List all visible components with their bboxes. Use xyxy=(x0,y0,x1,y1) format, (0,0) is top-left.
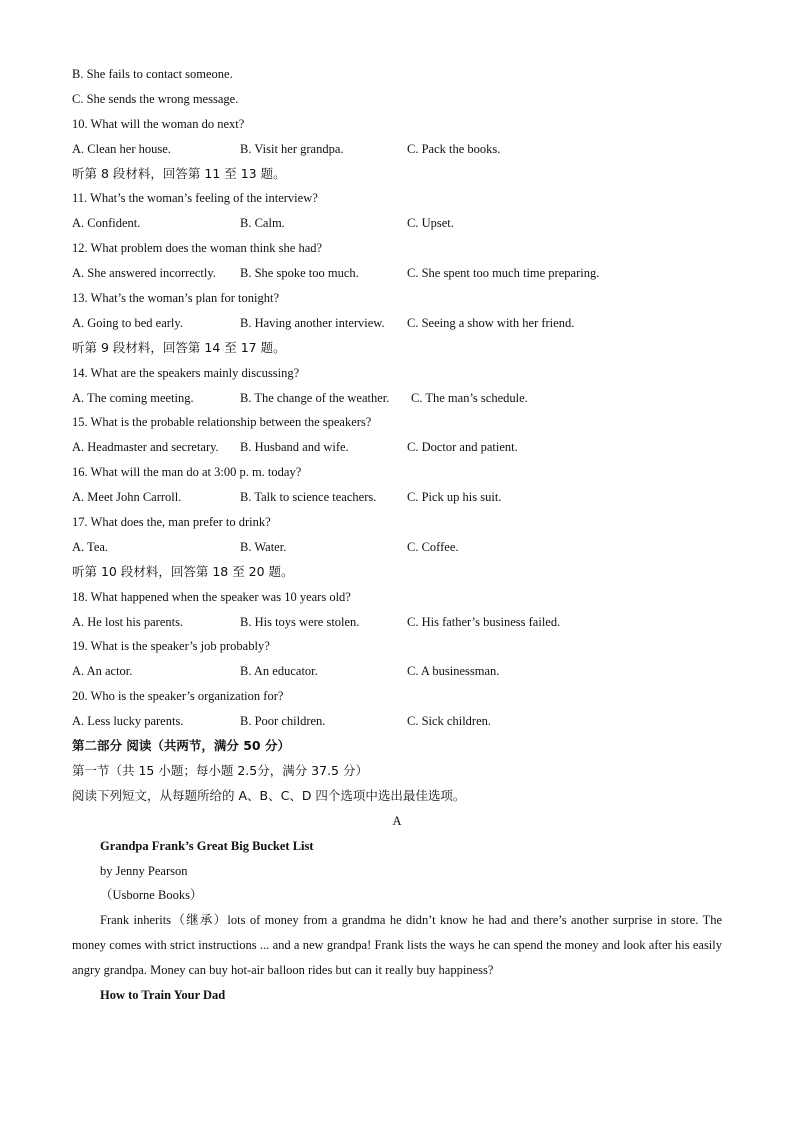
options-15 xyxy=(72,435,722,460)
option-b: B. Having another interview. xyxy=(240,315,385,330)
book-title: How to Train Your Dad xyxy=(100,988,226,1002)
option-b: B. The change of the weather. xyxy=(240,390,390,405)
exam-page xyxy=(72,62,722,1008)
options-18 xyxy=(72,610,722,635)
option-line xyxy=(72,62,722,87)
options-16 xyxy=(72,485,722,510)
option-a: A. He lost his parents. xyxy=(72,614,184,629)
option-b: B. She fails to contact someone. xyxy=(72,67,233,81)
option-c: C. Pack the books. xyxy=(407,141,501,156)
section-10-heading: 听第 10 段材料，回答第 18 至 20 题。 xyxy=(72,563,294,579)
option-c: C. His father’s business failed. xyxy=(407,614,561,629)
option-a: A. Clean her house. xyxy=(72,141,171,156)
question-14: 14. What are the speakers mainly discussing? xyxy=(72,365,300,380)
question-13: 13. What’s the woman’s plan for tonight? xyxy=(72,291,280,306)
option-b: B. Husband and wife. xyxy=(240,440,349,455)
section-9-heading: 听第 9 段材料，回答第 14 至 17 题。 xyxy=(72,339,286,355)
option-b: B. Calm. xyxy=(240,216,285,231)
option-b: B. She spoke too much. xyxy=(240,266,359,281)
options-12 xyxy=(72,261,722,286)
book-title: Grandpa Frank’s Great Big Bucket List xyxy=(100,838,314,853)
part-2-instructions: 阅读下列短文，从每题所给的 A、B、C、D 四个选项中选出最佳选项。 xyxy=(72,787,466,803)
option-b: B. Water. xyxy=(240,539,287,554)
options-13 xyxy=(72,311,722,336)
option-c: C. Upset. xyxy=(407,216,454,231)
question-12: 12. What problem does the woman think she had? xyxy=(72,241,323,256)
option-a: A. Tea. xyxy=(72,539,109,554)
part-2-subtitle: 第一节（共 15 小题；每小题 2.5分，满分 37.5 分） xyxy=(72,762,368,778)
question-18: 18. What happened when the speaker was 10 years old? xyxy=(72,589,351,604)
option-a: A. Headmaster and secretary. xyxy=(72,440,219,455)
option-c: C. She spent too much time preparing. xyxy=(407,266,600,281)
options-11 xyxy=(72,211,722,236)
part-2-title: 第二部分 阅读（共两节，满分 50 分） xyxy=(72,738,290,754)
section-8-heading: 听第 8 段材料，回答第 11 至 13 题。 xyxy=(72,165,286,181)
option-b: B. Visit her grandpa. xyxy=(240,141,344,156)
options-19 xyxy=(72,659,722,684)
option-a: A. Going to bed early. xyxy=(72,315,183,330)
option-a: A. The coming meeting. xyxy=(72,390,194,405)
option-b: B. His toys were stolen. xyxy=(240,614,360,629)
question-11: 11. What’s the woman’s feeling of the interview? xyxy=(72,191,318,206)
option-c: C. A businessman. xyxy=(407,664,500,679)
option-c: C. She sends the wrong message. xyxy=(72,91,239,106)
option-c: C. Doctor and patient. xyxy=(407,440,518,455)
option-c: C. Seeing a show with her friend. xyxy=(407,315,575,330)
option-b: B. Poor children. xyxy=(240,714,326,729)
question-20: 20. Who is the speaker’s organization for? xyxy=(72,689,284,704)
option-b: B. An educator. xyxy=(240,664,318,679)
option-a: A. Meet John Carroll. xyxy=(72,490,182,505)
book-description: Frank inherits（继承）lots of money from a grandma he didn’t know he had and there’s another surprise in store. The money comes with strict instructions ... and a new grandpa! Frank lists the ways he can spend the money and look after his easily angry grandpa. Money can buy hot-air balloon rides but can it really buy happiness? xyxy=(72,913,722,978)
question-19: 19. What is the speaker’s job probably? xyxy=(72,639,270,654)
option-c: C. Pick up his suit. xyxy=(407,490,502,505)
options-20 xyxy=(72,709,722,734)
book-publisher: （Usborne Books） xyxy=(100,888,203,903)
option-a: A. An actor. xyxy=(72,664,133,679)
question-15: 15. What is the probable relationship between the speakers? xyxy=(72,415,372,430)
option-a: A. Confident. xyxy=(72,216,141,231)
options-17 xyxy=(72,535,722,560)
book-author: by Jenny Pearson xyxy=(100,863,188,878)
question-17: 17. What does the, man prefer to drink? xyxy=(72,515,271,530)
question-16: 16. What will the man do at 3:00 p. m. today? xyxy=(72,465,302,480)
option-b: B. Talk to science teachers. xyxy=(240,490,377,505)
options-10 xyxy=(72,137,722,162)
option-line xyxy=(72,87,722,112)
option-c: C. The man’s schedule. xyxy=(411,390,528,405)
passage-letter: A xyxy=(392,813,402,828)
question-10: 10. What will the woman do next? xyxy=(72,116,245,131)
option-c: C. Sick children. xyxy=(407,714,492,729)
options-14 xyxy=(72,386,722,411)
option-a: A. Less lucky parents. xyxy=(72,714,184,729)
option-a: A. She answered incorrectly. xyxy=(72,266,216,281)
option-c: C. Coffee. xyxy=(407,539,459,554)
